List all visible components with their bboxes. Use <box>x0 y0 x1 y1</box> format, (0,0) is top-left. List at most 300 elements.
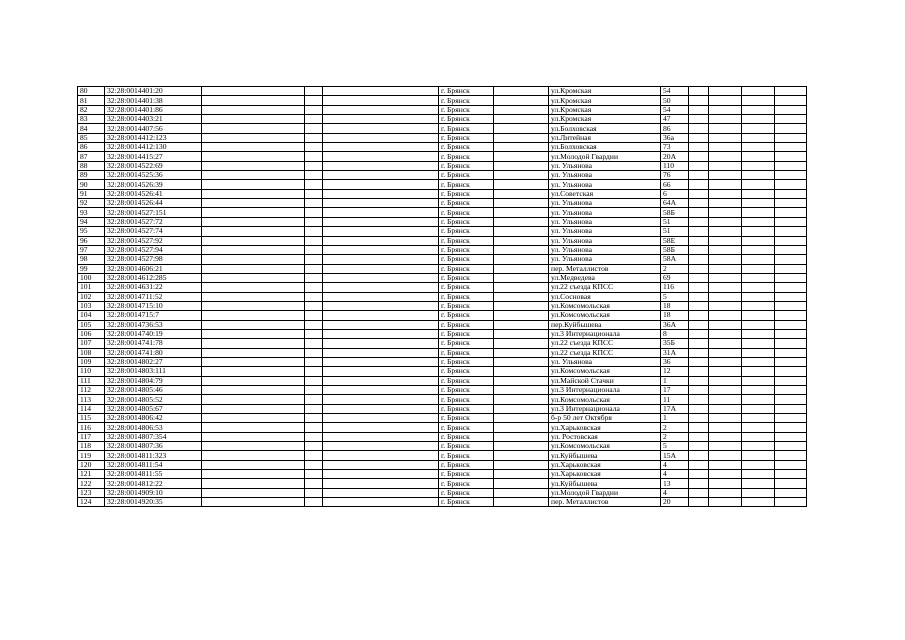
empty-cell <box>775 273 807 282</box>
empty-cell <box>689 96 709 105</box>
city-cell: г. Брянск <box>439 283 494 292</box>
empty-cell <box>323 329 439 338</box>
empty-cell <box>775 180 807 189</box>
house-number-cell: 18 <box>661 311 689 320</box>
street-cell: пер.Куйбышева <box>549 320 661 329</box>
empty-cell <box>305 143 323 152</box>
empty-cell <box>709 208 742 217</box>
empty-cell <box>709 96 742 105</box>
empty-cell <box>775 264 807 273</box>
empty-cell <box>494 395 549 404</box>
empty-cell <box>742 423 775 432</box>
cadastral-number-cell: 32:28:0014811:323 <box>105 451 202 460</box>
street-cell: ул. Ульянова <box>549 236 661 245</box>
street-cell: ул.Куйбышева <box>549 479 661 488</box>
empty-cell <box>494 96 549 105</box>
cadastral-number-cell: 32:28:0014711:52 <box>105 292 202 301</box>
empty-cell <box>305 283 323 292</box>
empty-cell <box>742 442 775 451</box>
street-cell: ул.Куйбышева <box>549 451 661 460</box>
empty-cell <box>742 217 775 226</box>
empty-cell <box>742 189 775 198</box>
empty-cell <box>689 320 709 329</box>
street-cell: ул.Кромская <box>549 87 661 96</box>
empty-cell <box>775 414 807 423</box>
table-row <box>78 273 807 282</box>
city-cell: г. Брянск <box>439 115 494 124</box>
empty-cell <box>494 339 549 348</box>
empty-cell <box>742 367 775 376</box>
empty-cell <box>689 357 709 366</box>
cadastral-number-cell: 32:28:0014736:53 <box>105 320 202 329</box>
cadastral-number-cell: 32:28:0014403:21 <box>105 115 202 124</box>
cadastral-number-cell: 32:28:0014401:38 <box>105 96 202 105</box>
empty-cell <box>202 470 305 479</box>
house-number-cell: 4 <box>661 460 689 469</box>
empty-cell <box>689 264 709 273</box>
table-row <box>78 161 807 170</box>
house-number-cell: 4 <box>661 488 689 497</box>
city-cell: г. Брянск <box>439 255 494 264</box>
empty-cell <box>494 143 549 152</box>
city-cell: г. Брянск <box>439 124 494 133</box>
empty-cell <box>709 283 742 292</box>
house-number-cell: 17 <box>661 386 689 395</box>
empty-cell <box>202 152 305 161</box>
empty-cell <box>709 189 742 198</box>
empty-cell <box>323 264 439 273</box>
empty-cell <box>323 367 439 376</box>
row-number-cell: 123 <box>78 488 105 497</box>
city-cell: г. Брянск <box>439 273 494 282</box>
house-number-cell: 54 <box>661 87 689 96</box>
street-cell: ул.22 съезда КПСС <box>549 348 661 357</box>
house-number-cell: 110 <box>661 161 689 170</box>
house-number-cell: 86 <box>661 124 689 133</box>
row-number-cell: 124 <box>78 498 105 507</box>
empty-cell <box>494 264 549 273</box>
cadastral-number-cell: 32:28:0014804:79 <box>105 376 202 385</box>
row-number-cell: 115 <box>78 414 105 423</box>
empty-cell <box>689 152 709 161</box>
empty-cell <box>709 152 742 161</box>
row-number-cell: 86 <box>78 143 105 152</box>
cadastral-number-cell: 32:28:0014803:111 <box>105 367 202 376</box>
city-cell: г. Брянск <box>439 320 494 329</box>
empty-cell <box>742 311 775 320</box>
empty-cell <box>323 105 439 114</box>
cadastral-number-cell: 32:28:0014807:354 <box>105 432 202 441</box>
empty-cell <box>775 152 807 161</box>
empty-cell <box>742 124 775 133</box>
cadastral-number-cell: 32:28:0014525:36 <box>105 171 202 180</box>
street-cell: пер. Металлистов <box>549 264 661 273</box>
table-row <box>78 348 807 357</box>
table-row <box>78 376 807 385</box>
empty-cell <box>775 488 807 497</box>
house-number-cell: 116 <box>661 283 689 292</box>
street-cell: ул.Майской Стачки <box>549 376 661 385</box>
street-cell: ул.Молодой Гвардии <box>549 488 661 497</box>
table-row <box>78 301 807 310</box>
row-number-cell: 96 <box>78 236 105 245</box>
empty-cell <box>775 423 807 432</box>
empty-cell <box>305 217 323 226</box>
empty-cell <box>775 292 807 301</box>
row-number-cell: 82 <box>78 105 105 114</box>
empty-cell <box>323 189 439 198</box>
empty-cell <box>689 498 709 507</box>
row-number-cell: 83 <box>78 115 105 124</box>
empty-cell <box>202 329 305 338</box>
empty-cell <box>305 273 323 282</box>
cadastral-number-cell: 32:28:0014606:21 <box>105 264 202 273</box>
empty-cell <box>305 124 323 133</box>
city-cell: г. Брянск <box>439 180 494 189</box>
empty-cell <box>305 386 323 395</box>
empty-cell <box>494 348 549 357</box>
empty-cell <box>494 236 549 245</box>
table-row <box>78 152 807 161</box>
empty-cell <box>494 357 549 366</box>
empty-cell <box>775 386 807 395</box>
empty-cell <box>689 301 709 310</box>
table-row <box>78 460 807 469</box>
empty-cell <box>305 171 323 180</box>
cadastral-number-cell: 32:28:0014527:74 <box>105 227 202 236</box>
empty-cell <box>742 386 775 395</box>
empty-cell <box>689 217 709 226</box>
empty-cell <box>202 460 305 469</box>
city-cell: г. Брянск <box>439 208 494 217</box>
street-cell: ул.22 съезда КПСС <box>549 339 661 348</box>
empty-cell <box>775 105 807 114</box>
city-cell: г. Брянск <box>439 376 494 385</box>
row-number-cell: 103 <box>78 301 105 310</box>
house-number-cell: 36 <box>661 357 689 366</box>
house-number-cell: 15А <box>661 451 689 460</box>
empty-cell <box>742 339 775 348</box>
empty-cell <box>494 124 549 133</box>
empty-cell <box>775 451 807 460</box>
empty-cell <box>709 245 742 254</box>
table-row <box>78 470 807 479</box>
house-number-cell: 1 <box>661 414 689 423</box>
empty-cell <box>494 498 549 507</box>
empty-cell <box>494 199 549 208</box>
empty-cell <box>494 87 549 96</box>
city-cell: г. Брянск <box>439 245 494 254</box>
empty-cell <box>305 96 323 105</box>
table-row <box>78 199 807 208</box>
empty-cell <box>775 199 807 208</box>
empty-cell <box>202 498 305 507</box>
empty-cell <box>305 488 323 497</box>
empty-cell <box>202 432 305 441</box>
row-number-cell: 80 <box>78 87 105 96</box>
empty-cell <box>494 404 549 413</box>
empty-cell <box>323 339 439 348</box>
empty-cell <box>709 432 742 441</box>
empty-cell <box>494 180 549 189</box>
row-number-cell: 112 <box>78 386 105 395</box>
table-row <box>78 320 807 329</box>
house-number-cell: 58Е <box>661 236 689 245</box>
empty-cell <box>494 245 549 254</box>
empty-cell <box>689 292 709 301</box>
empty-cell <box>709 236 742 245</box>
street-cell: ул. Ульянова <box>549 180 661 189</box>
city-cell: г. Брянск <box>439 96 494 105</box>
empty-cell <box>305 432 323 441</box>
street-cell: ул.Литейная <box>549 133 661 142</box>
empty-cell <box>775 460 807 469</box>
cadastral-number-cell: 32:28:0014806:53 <box>105 423 202 432</box>
empty-cell <box>742 236 775 245</box>
city-cell: г. Брянск <box>439 143 494 152</box>
cadastral-number-cell: 32:28:0014407:56 <box>105 124 202 133</box>
cadastral-number-cell: 32:28:0014527:92 <box>105 236 202 245</box>
row-number-cell: 95 <box>78 227 105 236</box>
city-cell: г. Брянск <box>439 264 494 273</box>
cadastral-number-cell: 32:28:0014806:42 <box>105 414 202 423</box>
empty-cell <box>202 105 305 114</box>
table-row <box>78 432 807 441</box>
city-cell: г. Брянск <box>439 357 494 366</box>
empty-cell <box>323 255 439 264</box>
cadastral-number-cell: 32:28:0014527:94 <box>105 245 202 254</box>
table-row <box>78 451 807 460</box>
empty-cell <box>202 236 305 245</box>
empty-cell <box>775 189 807 198</box>
cadastral-number-cell: 32:28:0014802:27 <box>105 357 202 366</box>
empty-cell <box>323 227 439 236</box>
empty-cell <box>689 171 709 180</box>
empty-cell <box>494 329 549 338</box>
table-row <box>78 386 807 395</box>
empty-cell <box>202 292 305 301</box>
street-cell: ул. Ульянова <box>549 171 661 180</box>
empty-cell <box>494 152 549 161</box>
empty-cell <box>742 460 775 469</box>
empty-cell <box>689 432 709 441</box>
empty-cell <box>494 133 549 142</box>
table-row <box>78 329 807 338</box>
empty-cell <box>689 367 709 376</box>
empty-cell <box>202 348 305 357</box>
table-row <box>78 311 807 320</box>
empty-cell <box>305 180 323 189</box>
empty-cell <box>323 301 439 310</box>
empty-cell <box>775 124 807 133</box>
empty-cell <box>709 180 742 189</box>
empty-cell <box>323 451 439 460</box>
empty-cell <box>709 470 742 479</box>
empty-cell <box>494 105 549 114</box>
empty-cell <box>323 460 439 469</box>
empty-cell <box>742 404 775 413</box>
city-cell: г. Брянск <box>439 133 494 142</box>
row-number-cell: 122 <box>78 479 105 488</box>
empty-cell <box>202 367 305 376</box>
empty-cell <box>202 133 305 142</box>
table-row <box>78 208 807 217</box>
empty-cell <box>494 301 549 310</box>
empty-cell <box>305 460 323 469</box>
empty-cell <box>305 208 323 217</box>
empty-cell <box>202 451 305 460</box>
row-number-cell: 101 <box>78 283 105 292</box>
house-number-cell: 69 <box>661 273 689 282</box>
empty-cell <box>689 470 709 479</box>
empty-cell <box>775 320 807 329</box>
empty-cell <box>775 133 807 142</box>
house-number-cell: 2 <box>661 423 689 432</box>
empty-cell <box>305 161 323 170</box>
table-row <box>78 133 807 142</box>
cadastral-number-cell: 32:28:0014715:10 <box>105 301 202 310</box>
empty-cell <box>742 171 775 180</box>
row-number-cell: 105 <box>78 320 105 329</box>
empty-cell <box>775 208 807 217</box>
city-cell: г. Брянск <box>439 105 494 114</box>
empty-cell <box>742 320 775 329</box>
house-number-cell: 4 <box>661 470 689 479</box>
empty-cell <box>709 460 742 469</box>
empty-cell <box>202 264 305 273</box>
empty-cell <box>709 488 742 497</box>
table-row <box>78 143 807 152</box>
city-cell: г. Брянск <box>439 386 494 395</box>
empty-cell <box>689 180 709 189</box>
empty-cell <box>305 152 323 161</box>
row-number-cell: 110 <box>78 367 105 376</box>
empty-cell <box>742 180 775 189</box>
row-number-cell: 116 <box>78 423 105 432</box>
city-cell: г. Брянск <box>439 227 494 236</box>
empty-cell <box>323 348 439 357</box>
table-row <box>78 115 807 124</box>
table-row <box>78 292 807 301</box>
cadastral-number-cell: 32:28:0014909:10 <box>105 488 202 497</box>
empty-cell <box>775 283 807 292</box>
table-row <box>78 96 807 105</box>
row-number-cell: 100 <box>78 273 105 282</box>
empty-cell <box>775 217 807 226</box>
empty-cell <box>689 208 709 217</box>
empty-cell <box>709 255 742 264</box>
empty-cell <box>689 87 709 96</box>
empty-cell <box>323 199 439 208</box>
cadastral-number-cell: 32:28:0014412:123 <box>105 133 202 142</box>
empty-cell <box>202 161 305 170</box>
empty-cell <box>305 320 323 329</box>
row-number-cell: 108 <box>78 348 105 357</box>
empty-cell <box>202 87 305 96</box>
empty-cell <box>305 423 323 432</box>
empty-cell <box>689 460 709 469</box>
house-number-cell: 12 <box>661 367 689 376</box>
table-row <box>78 367 807 376</box>
house-number-cell: 36А <box>661 320 689 329</box>
empty-cell <box>689 236 709 245</box>
row-number-cell: 106 <box>78 329 105 338</box>
table-row <box>78 404 807 413</box>
empty-cell <box>709 423 742 432</box>
empty-cell <box>742 96 775 105</box>
empty-cell <box>689 404 709 413</box>
table-row <box>78 423 807 432</box>
empty-cell <box>323 236 439 245</box>
empty-cell <box>323 432 439 441</box>
cadastral-number-cell: 32:28:0014412:130 <box>105 143 202 152</box>
empty-cell <box>709 395 742 404</box>
house-number-cell: 2 <box>661 432 689 441</box>
empty-cell <box>323 87 439 96</box>
empty-cell <box>689 283 709 292</box>
house-number-cell: 66 <box>661 180 689 189</box>
row-number-cell: 102 <box>78 292 105 301</box>
empty-cell <box>709 451 742 460</box>
table-row <box>78 283 807 292</box>
empty-cell <box>775 245 807 254</box>
empty-cell <box>742 105 775 114</box>
table-row <box>78 189 807 198</box>
street-cell: ул. Ульянова <box>549 208 661 217</box>
table-row <box>78 479 807 488</box>
empty-cell <box>709 320 742 329</box>
empty-cell <box>494 320 549 329</box>
empty-cell <box>689 273 709 282</box>
empty-cell <box>742 133 775 142</box>
empty-cell <box>323 423 439 432</box>
city-cell: г. Брянск <box>439 404 494 413</box>
empty-cell <box>323 357 439 366</box>
empty-cell <box>689 386 709 395</box>
street-cell: ул.Кромская <box>549 105 661 114</box>
table-row <box>78 171 807 180</box>
empty-cell <box>709 376 742 385</box>
row-number-cell: 85 <box>78 133 105 142</box>
empty-cell <box>709 442 742 451</box>
empty-cell <box>742 283 775 292</box>
empty-cell <box>775 479 807 488</box>
house-number-cell: 36а <box>661 133 689 142</box>
empty-cell <box>494 442 549 451</box>
table-row <box>78 227 807 236</box>
empty-cell <box>689 199 709 208</box>
cadastral-number-cell: 32:28:0014741:80 <box>105 348 202 357</box>
house-number-cell: 8 <box>661 329 689 338</box>
cadastral-number-cell: 32:28:0014920:35 <box>105 498 202 507</box>
empty-cell <box>305 339 323 348</box>
empty-cell <box>775 143 807 152</box>
empty-cell <box>742 161 775 170</box>
street-cell: ул. Ульянова <box>549 245 661 254</box>
house-number-cell: 64А <box>661 199 689 208</box>
empty-cell <box>305 329 323 338</box>
empty-cell <box>689 311 709 320</box>
empty-cell <box>305 133 323 142</box>
empty-cell <box>202 124 305 133</box>
empty-cell <box>202 143 305 152</box>
empty-cell <box>202 376 305 385</box>
empty-cell <box>775 367 807 376</box>
empty-cell <box>494 255 549 264</box>
row-number-cell: 90 <box>78 180 105 189</box>
empty-cell <box>709 124 742 133</box>
empty-cell <box>323 180 439 189</box>
